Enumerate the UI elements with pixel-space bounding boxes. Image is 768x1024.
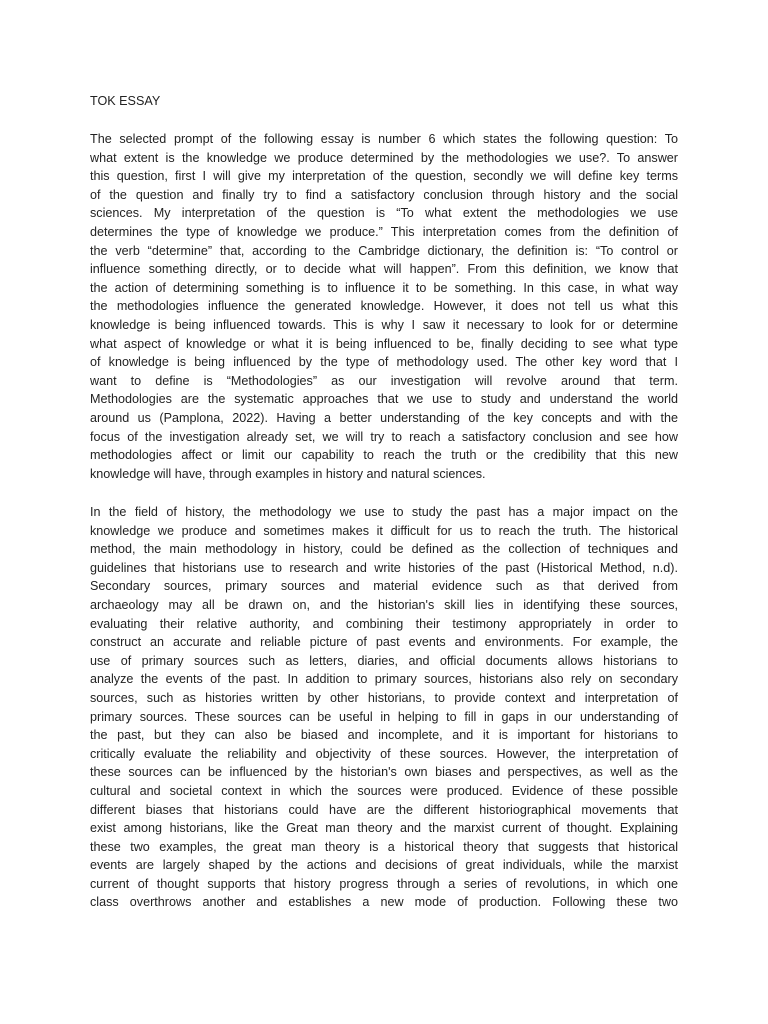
text-line: primary sources. These sources can be useful in helping to fill in gaps in our understanding of [90, 709, 678, 724]
text-line: knowledge we produce and sometimes makes it difficult for us to reach the truth. The historical [90, 523, 678, 538]
text-line: sources, such as histories written by other historians, to provide context and interpretation of [90, 690, 678, 705]
document-title: TOK ESSAY [90, 94, 161, 108]
text-line: construct an accurate and reliable picture of past events and environments. For example, the [90, 635, 678, 650]
text-line: around us (Pamplona, 2022). Having a better understanding of the key concepts and with the [90, 410, 678, 425]
text-line: use of primary sources such as letters, diaries, and official documents allows historians to [90, 653, 678, 668]
text-line: these two examples, the great man theory is a historical theory that suggests that historical [90, 839, 678, 854]
text-line: the action of determining something is to influence it to be something. In this case, in what way [90, 280, 678, 295]
text-line: events are largely shaped by the actions and decisions of great individuals, while the marxist [90, 858, 678, 873]
text-line: focus of the investigation already set, we will try to reach a satisfactory conclusion and see how [90, 429, 678, 444]
text-line: methodologies affect or limit our capability to reach the truth or the credibility that this new [90, 448, 678, 463]
text-line: different biases that historians could have are the different historiographical movements that [90, 802, 678, 817]
text-line: these sources can be influenced by the historian's own biases and perspectives, as well as the [90, 765, 678, 780]
text-line: influence something directly, or to decide what will happen”. From this definition, we know that [90, 262, 678, 277]
text-line: the verb “determine” that, according to the Cambridge dictionary, the definition is: “To control or [90, 243, 678, 258]
text-line: sciences. My interpretation of the question is “To what extent the methodologies we use [90, 206, 678, 221]
text-line: the methodologies influence the generated knowledge. However, it does not tell us what this [90, 299, 678, 314]
text-line: In the field of history, the methodology we use to study the past has a major impact on the [90, 505, 678, 519]
text-line: determines the type of knowledge we produce.” This interpretation comes from the definition of [90, 224, 678, 239]
text-line: critically evaluate the reliability and objectivity of these sources. However, the interpretation of [90, 746, 678, 761]
text-line: what extent is the knowledge we produce determined by the methodologies we use?. To answer [90, 150, 678, 165]
text-line: of the question and finally try to find a satisfactory conclusion through history and the social [90, 187, 678, 202]
paragraph-introduction [90, 130, 678, 483]
text-line: class overthrows another and establishes a new mode of production. Following these two [90, 895, 678, 910]
text-line: knowledge will have, through examples in history and natural sciences. [90, 466, 486, 481]
text-line: what aspect of knowledge or what it is being influenced to be, finally deciding to see what type [90, 336, 678, 351]
text-line: The selected prompt of the following essay is number 6 which states the following question: To [90, 132, 678, 146]
text-line: of knowledge is being influenced by the type of methodology used. The other key word that I [90, 355, 678, 370]
text-line: current of thought supports that history progress through a series of revolutions, in which one [90, 876, 678, 891]
paragraph-history [90, 503, 678, 912]
text-line: this question, first I will give my interpretation of the question, secondly we will define key terms [90, 169, 678, 184]
text-line: guidelines that historians use to research and write histories of the past (Historical Method, n.d). [90, 560, 678, 575]
text-line: the past, but they can also be biased and incomplete, and it is important for historians to [90, 728, 678, 743]
text-line: analyze the events of the past. In addition to primary sources, historians also rely on secondary [90, 672, 678, 687]
text-line: want to define is “Methodologies” as our investigation will revolve around that term. [90, 373, 678, 388]
text-line: Secondary sources, primary sources and material evidence such as that derived from [90, 579, 678, 594]
text-line: evaluating their relative authority, and combining their testimony appropriately in order to [90, 616, 678, 631]
text-line: Methodologies are the systematic approaches that we use to study and understand the world [90, 392, 678, 407]
text-line: knowledge is being influenced towards. This is why I saw it necessary to look for or determine [90, 317, 678, 332]
text-line: archaeology may all be drawn on, and the historian's skill lies in identifying these sources, [90, 597, 678, 612]
text-line: exist among historians, like the Great man theory and the marxist current of thought. Explaining [90, 821, 678, 836]
text-line: method, the main methodology in history, could be defined as the collection of techniques and [90, 542, 678, 557]
text-line: cultural and societal context in which the sources were produced. Evidence of these possible [90, 783, 678, 798]
